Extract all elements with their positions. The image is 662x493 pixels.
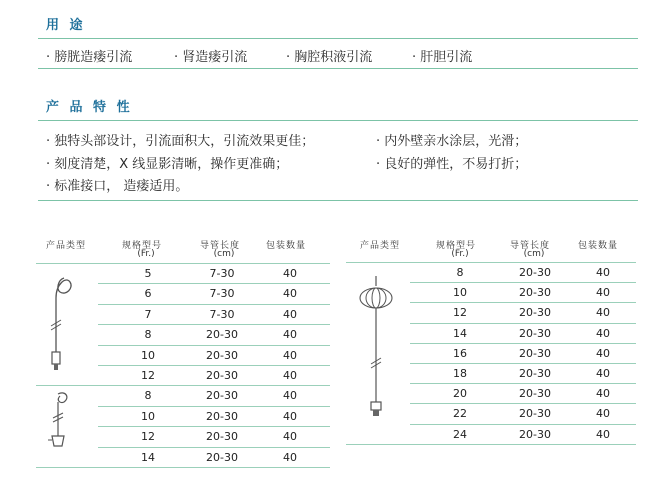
cell-length: 20-30	[519, 286, 551, 300]
header-spec: 规格型号	[122, 241, 163, 251]
header-length: 导管长度	[510, 241, 551, 251]
row-divider	[410, 403, 636, 404]
cell-qty: 40	[283, 369, 297, 382]
header-product-type: 产品类型	[46, 241, 87, 251]
cell-spec: 20	[453, 387, 467, 401]
cell-spec: 12	[141, 369, 155, 382]
row-divider	[98, 304, 330, 305]
cell-qty: 40	[283, 267, 297, 280]
divider	[38, 200, 638, 201]
cell-spec: 8	[144, 389, 152, 403]
cell-qty: 40	[283, 409, 297, 423]
cell-qty: 40	[283, 450, 297, 464]
usage-item: · 肾造瘘引流	[174, 50, 248, 65]
cell-qty: 40	[283, 287, 297, 301]
feature-item: · 良好的弹性，不易打折；	[376, 157, 528, 172]
cell-length: 20-30	[519, 407, 551, 421]
header-product-type: 产品类型	[360, 241, 401, 251]
usage-item: · 膀胱造瘘引流	[46, 50, 133, 65]
cell-qty: 40	[596, 266, 610, 279]
usage-heading: 用 途	[46, 18, 86, 33]
cell-spec: 12	[453, 306, 467, 320]
row-divider	[98, 283, 330, 284]
cell-qty: 40	[283, 348, 297, 362]
cell-qty: 40	[596, 286, 610, 300]
feature-item: · 刻度清楚，X 线显影清晰，操作更准确；	[46, 157, 289, 172]
cell-spec: 8	[144, 328, 152, 342]
divider	[38, 68, 638, 69]
cell-spec: 18	[453, 367, 467, 380]
cell-spec: 10	[141, 409, 155, 423]
cell-spec: 5	[144, 267, 152, 280]
cell-length: 20-30	[206, 389, 238, 403]
header-length-unit: (cm)	[213, 249, 235, 259]
cell-length: 20-30	[519, 306, 551, 320]
cell-qty: 40	[596, 306, 610, 320]
usage-item: · 肝胆引流	[412, 50, 473, 65]
feature-item: · 标准接口， 造瘘适用。	[46, 179, 189, 194]
row-divider	[36, 385, 330, 386]
cell-spec: 6	[144, 287, 152, 301]
balloon-catheter-icon	[356, 272, 396, 432]
cell-qty: 40	[283, 307, 297, 321]
header-spec-unit: (Fr.)	[137, 249, 155, 259]
row-divider	[410, 424, 636, 425]
header-spec-unit: (Fr.)	[451, 249, 469, 259]
header-pack: 包装数量	[266, 241, 307, 251]
header-spec: 规格型号	[436, 241, 477, 251]
cell-length: 20-30	[519, 266, 551, 279]
cell-length: 20-30	[519, 367, 551, 380]
feature-item: · 内外壁亲水涂层，光滑；	[376, 134, 528, 149]
cell-spec: 16	[453, 346, 467, 360]
cell-spec: 14	[453, 326, 467, 340]
pigtail-catheter-icon	[42, 268, 82, 378]
header-length-unit: (cm)	[523, 249, 545, 259]
row-divider	[98, 365, 330, 366]
cell-spec: 12	[141, 430, 155, 444]
row-divider	[410, 302, 636, 303]
row-divider	[410, 343, 636, 344]
row-divider	[346, 444, 636, 445]
cell-qty: 40	[596, 407, 610, 421]
header-pack: 包装数量	[578, 241, 619, 251]
header-length: 导管长度	[200, 241, 241, 251]
cell-spec: 22	[453, 407, 467, 421]
cell-length: 7-30	[209, 267, 235, 280]
row-divider	[410, 323, 636, 324]
cell-spec: 10	[141, 348, 155, 362]
row-divider	[98, 447, 330, 448]
cell-length: 20-30	[206, 430, 238, 444]
cell-spec: 14	[141, 450, 155, 464]
cell-length: 7-30	[209, 307, 235, 321]
cell-length: 20-30	[206, 348, 238, 362]
cell-length: 20-30	[519, 387, 551, 401]
cell-length: 7-30	[209, 287, 235, 301]
malecot-catheter-icon	[40, 388, 80, 458]
divider	[38, 120, 638, 121]
cell-spec: 7	[144, 307, 152, 321]
cell-qty: 40	[596, 387, 610, 401]
cell-length: 20-30	[519, 427, 551, 441]
divider	[38, 38, 638, 39]
row-divider	[410, 363, 636, 364]
cell-qty: 40	[596, 367, 610, 380]
cell-length: 20-30	[206, 369, 238, 382]
cell-qty: 40	[283, 430, 297, 444]
row-divider	[98, 345, 330, 346]
cell-length: 20-30	[519, 346, 551, 360]
cell-length: 20-30	[206, 409, 238, 423]
cell-spec: 10	[453, 286, 467, 300]
cell-qty: 40	[283, 328, 297, 342]
cell-spec: 24	[453, 427, 467, 441]
cell-spec: 8	[456, 266, 464, 279]
table-top-rule	[346, 262, 636, 263]
row-divider	[410, 282, 636, 283]
row-divider	[36, 467, 330, 468]
cell-length: 20-30	[206, 450, 238, 464]
usage-item: · 胸腔积液引流	[286, 50, 373, 65]
table-top-rule	[36, 263, 330, 264]
cell-length: 20-30	[519, 326, 551, 340]
row-divider	[98, 426, 330, 427]
features-heading: 产 品 特 性	[46, 100, 133, 115]
row-divider	[410, 383, 636, 384]
cell-qty: 40	[596, 427, 610, 441]
row-divider	[98, 324, 330, 325]
cell-qty: 40	[283, 389, 297, 403]
cell-qty: 40	[596, 346, 610, 360]
feature-item: · 独特头部设计，引流面积大，引流效果更佳；	[46, 134, 315, 149]
row-divider	[98, 406, 330, 407]
cell-qty: 40	[596, 326, 610, 340]
cell-length: 20-30	[206, 328, 238, 342]
